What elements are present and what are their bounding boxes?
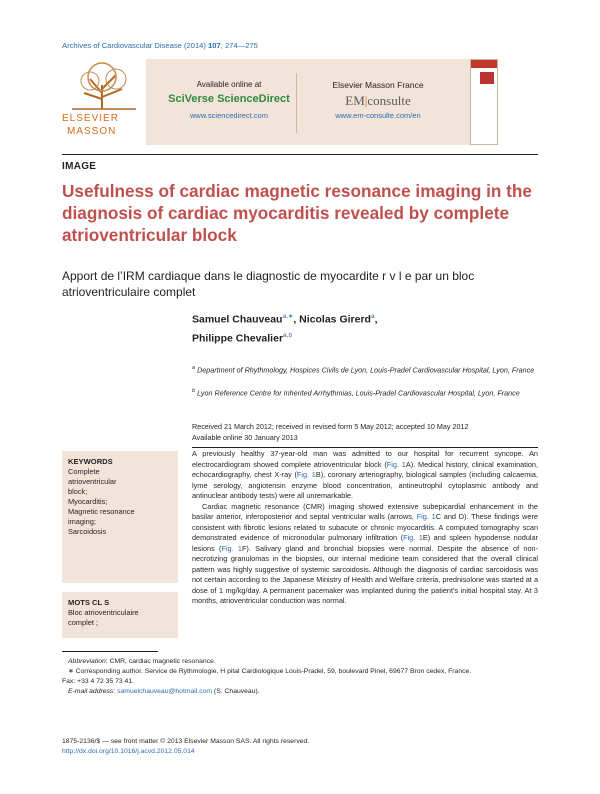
available-online-label: Available online at [196,80,262,89]
issn-line: 1875-2136/$ — see front matter © 2013 Elsevier Masson SAS. All rights reserved. [62,738,310,745]
keywords-title: KEYWORDS [68,457,113,466]
keyword: block; [68,487,88,496]
sciverse-sciencedirect-logo: SciVerse ScienceDirect [168,93,290,105]
em-consulte-link[interactable]: www.em-consulte.com/en [335,111,421,120]
mots-cles-title: MOTS CL S [68,598,110,607]
affiliation: $^a$ Department of Rhythmology, Hospices Civils de Lyon, Louis-Pradel Cardiovascular Hospital, Lyon, France [192,365,535,375]
copyright-block [62,737,538,757]
email-footnote: E-mail address: samuelchauveau@hotmail.com (S. Chauveau). [68,688,260,695]
keywords-list [68,467,174,537]
article-french-title: Apport de l’IRM cardiaque dans le diagnostic de myocardite r v l e par un bloc atrioventriculaire complet [62,269,475,299]
mot-cle: complet ; [68,618,98,627]
keyword: Sarcoidosis [68,527,107,536]
keyword: atrioventricular [68,477,117,486]
author-name: Samuel Chauveau [192,313,283,326]
article-title: Usefulness of cardiac magnetic resonance imaging in the diagnosis of cardiac myocarditis revealed by complete atrioventricular block [62,181,532,245]
author-affiliation-marker[interactable]: a,∗ [282,313,294,320]
article-type-label: IMAGE [62,161,97,172]
header-rule [62,154,538,155]
received-dates: Received 21 March 2012; received in revised form 5 May 2012; accepted 10 May 2012 [192,422,469,431]
corresponding-author-footnote: ∗ Corresponding author. Service de Rythmologie, H pital Cardiologique Louis-Pradel, 59, boulevard Pinel, 69677 Bron cedex, France. [68,668,472,675]
figure-link[interactable]: Fig. 1 [296,470,316,479]
author-affiliation-marker[interactable]: a,b [283,331,293,339]
keyword: imaging; [68,517,96,526]
author-name: Nicolas Girerd [299,313,371,326]
header-divider [296,73,297,133]
body-paragraph: A previously healthy 37-year-old man was admitted to our hospital for recurrent syncope. An electrocardiogram showed complete atrioventricular block (Fig. 1A). Medical history, clinical examination, echocardiography, chest X-ray (Fig. 1B), coronary arteriography, biological samples (including calcaemia, lyme serology, angiotensin enzyme blood concentration, antineutrophil cytoplasmic antibody and antinuclear antibody tests) were all unremarkable. [192,449,539,500]
journal-name: Archives of Cardiovascular Disease (2014) [62,41,206,50]
abstract-rule [192,447,538,448]
mot-cle: Bloc atrioventriculaire [68,608,139,617]
author-affiliation-marker[interactable]: a [370,313,375,320]
author-name: Philippe Chevalier [192,332,284,344]
elsevier-masson-france-label: Elsevier Masson France [332,80,424,90]
sciencedirect-link[interactable]: www.sciencedirect.com [190,111,268,120]
doi-link[interactable]: http://dx.doi.org/10.1016/j.acvd.2012.05.014 [62,748,195,755]
author-list: Samuel Chauveau$^{a,∗}$, Nicolas Girerd$^a$, Philippe Chevalier$^{a,b}$ [192,313,378,344]
article-history [192,421,538,443]
body-paragraph: Cardiac magnetic resonance (CMR) imaging showed extensive subepicardial enhancement in the basilar anterior, inferoposterior and septal ventricular walls (arrows, Fig. 1C and D). These findings were consistent with fibrotic lesions related to subacute or chronic myocarditis. A computed tomography scan demonstrated evidence of micronodular pulmonary infiltration (Fig. 1E) and spleen hypodense nodular lesions (Fig. 1F). Salivary gland and bronchial biopsies were normal. Despite the absence of non-necrotizing granulomas in the biopsies, our internal medicine team considered that the overall clinical pattern was highly suggestive of systemic sarcoidosis. Although the diagnosis of cardiac sarcoidosis was not certain according to the Japanese Ministry of Health and Welfare criteria, prednisolone was started at a dose of 1 mg/kg/day. A permanent pacemaker was implanted during the patient’s initial hospital stay. At 3 months, atrioventricular conduction was normal. [192,501,539,605]
publisher-name-line1: ELSEVIER [62,113,119,124]
footnote-rule [62,651,158,652]
journal-citation[interactable] [62,41,258,50]
mots-cles-list [68,608,174,628]
footnotes [62,657,538,697]
figure-link[interactable]: Fig. 1 [386,459,406,469]
keyword: Myocarditis; [68,497,108,506]
figure-link[interactable]: Fig. 1 [403,533,423,542]
em-consulte-logo: EM|consulte [345,93,411,108]
figure-link[interactable]: Fig. 1 [221,543,242,553]
available-online-date: Available online 30 January 2013 [192,433,298,442]
elsevier-tree-icon [62,59,146,113]
abbreviation-footnote: Abbreviation: CMR, cardiac magnetic resonance. [68,658,216,665]
fax-line: Fax: +33 4 72 35 73 41. [62,678,134,685]
figure-link[interactable]: Fig. 1 [416,512,436,521]
email-link[interactable]: samuelchauveau@hotmail.com [117,688,213,695]
publisher-name-line2: MASSON [67,126,117,137]
cover-image [480,72,494,84]
cover-title-band [471,60,497,68]
keyword: Magnetic resonance [68,507,135,516]
keyword: Complete [68,467,100,476]
article-body [192,449,538,607]
journal-volume: 107 [208,41,221,50]
affiliation: $^b$ Lyon Reference Centre for Inherited Arrhythmias, Louis-Pradel Cardiovascular Hospital, Lyon, France [192,388,520,398]
journal-pages: , 274—275 [220,41,258,50]
